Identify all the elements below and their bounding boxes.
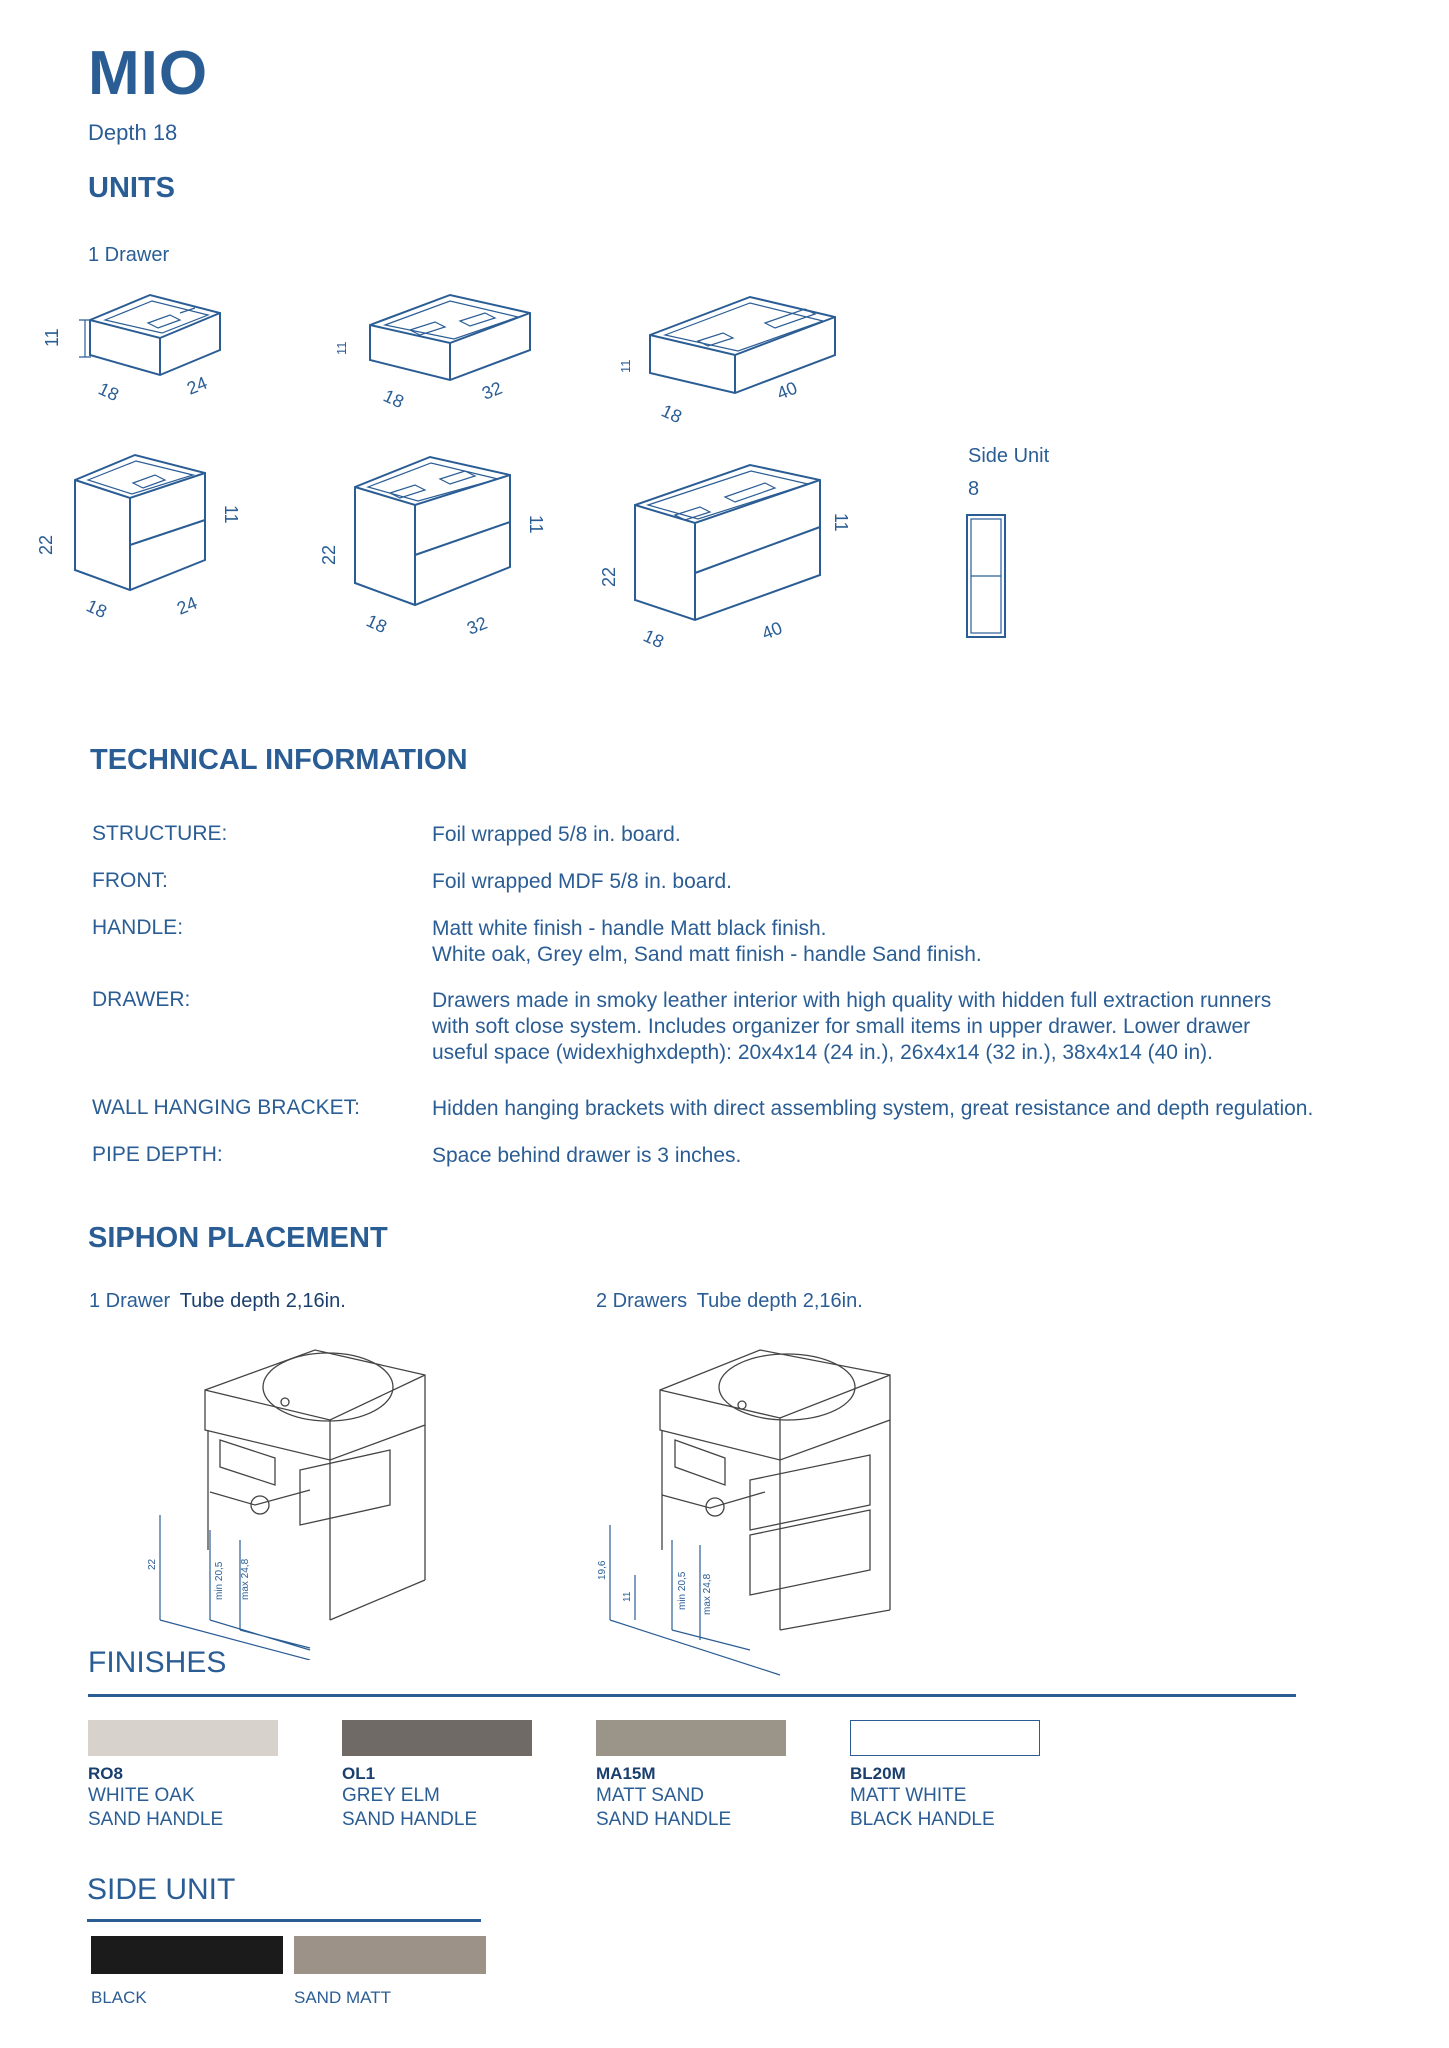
dim-drawer: 11 <box>831 513 851 532</box>
dim-height: 11 <box>334 341 349 355</box>
side-unit-width: 8 <box>968 478 980 500</box>
unit-1drawer-32 <box>334 295 530 412</box>
side-unit-finish: SAND MATT <box>294 1936 486 2010</box>
dim-height: 22 <box>36 534 56 555</box>
dim-height: 22 <box>599 566 619 587</box>
page-title: MIO <box>88 39 209 108</box>
finish-swatch <box>596 1720 786 1756</box>
side-unit-label: Side Unit <box>968 445 1050 467</box>
siphon-right-drawing <box>580 1330 910 1700</box>
finishes-divider <box>88 1694 1296 1697</box>
dim-drawer: 11 <box>526 515 546 534</box>
side-unit-swatch <box>91 1936 283 1974</box>
dim-depth: 18 <box>658 400 685 428</box>
dim-depth: 18 <box>95 378 122 406</box>
dim-width: 24 <box>174 592 201 619</box>
page-subtitle: Depth 18 <box>88 120 178 145</box>
dim-width: 32 <box>464 612 491 639</box>
tech-value-bracket: Hidden hanging brackets with direct assembling system, great resistance and depth regulation. <box>432 1097 1314 1120</box>
unit-1drawer-24 <box>42 295 220 405</box>
tech-value-handle: Matt white finish - handle Matt black finish. White oak, Grey elm, Sand matt finish - handle Sand finish. <box>432 917 982 966</box>
dim-max: max 24,8 <box>240 1558 251 1600</box>
tech-value-drawer: Drawers made in smoky leather interior with high quality with hidden full extraction runners with soft close system. Includes organizer for small items in upper drawer. Lower drawer useful space (widexhighxdepth): 20x4x14 (24 in.), 26x4x14 (32 in.), 38x4x14 (40 in). <box>432 989 1272 1064</box>
dim-width: 40 <box>774 377 801 404</box>
technical-heading: TECHNICAL INFORMATION <box>90 744 468 776</box>
dim-depth: 18 <box>83 595 110 623</box>
finish-item: OL1 GREY ELM SAND HANDLE <box>342 1720 532 1832</box>
dim-max: max 24,8 <box>702 1573 713 1615</box>
dim-width: 32 <box>479 377 506 404</box>
unit-1drawer-40 <box>618 297 835 427</box>
side-unit-divider <box>87 1919 481 1922</box>
dim-height: 22 <box>147 1558 158 1570</box>
siphon-left-label: 1 Drawer Tube depth 2,16in. <box>89 1290 346 1312</box>
tech-label-bracket: WALL HANGING BRACKET: <box>92 1096 360 1119</box>
tech-value-pipe-depth: Space behind drawer is 3 inches. <box>432 1144 742 1167</box>
tech-label-handle: HANDLE: <box>92 916 184 939</box>
siphon-right-label: 2 Drawers Tube depth 2,16in. <box>596 1290 863 1312</box>
dim-depth: 18 <box>363 610 390 638</box>
unit-2drawer-40 <box>599 465 851 652</box>
dim-drawer: 11 <box>221 505 241 524</box>
dim-min: min 20,5 <box>677 1571 688 1610</box>
finish-swatch <box>850 1720 1040 1756</box>
units-heading: UNITS <box>88 172 175 204</box>
unit-2drawer-24 <box>36 455 241 622</box>
siphon-left-drawing <box>130 1330 490 1660</box>
dim-width: 24 <box>184 372 211 399</box>
units-drawings <box>30 265 970 685</box>
dim-min: min 20,5 <box>214 1561 225 1600</box>
dim-drawer: 11 <box>622 1591 633 1602</box>
unit-2drawer-32 <box>319 457 546 639</box>
side-unit-swatch <box>294 1936 486 1974</box>
one-drawer-label: 1 Drawer <box>88 244 170 266</box>
side-unit-heading: SIDE UNIT <box>87 1873 236 1906</box>
tech-label-pipe-depth: PIPE DEPTH: <box>92 1143 223 1166</box>
dim-height: 11 <box>42 328 62 347</box>
dim-height: 22 <box>319 544 339 565</box>
dim-depth: 18 <box>380 385 407 413</box>
dim-height: 19,6 <box>597 1560 608 1580</box>
siphon-heading: SIPHON PLACEMENT <box>88 1222 388 1254</box>
tech-label-front: FRONT: <box>92 869 168 892</box>
tech-value-front: Foil wrapped MDF 5/8 in. board. <box>432 870 732 893</box>
finish-item: RO8 WHITE OAK SAND HANDLE <box>88 1720 278 1832</box>
side-unit-finish: BLACK <box>91 1936 283 2010</box>
finish-swatch <box>88 1720 278 1756</box>
dim-depth: 18 <box>640 625 667 653</box>
dim-width: 40 <box>759 617 786 644</box>
finish-item: MA15M MATT SAND SAND HANDLE <box>596 1720 786 1832</box>
finish-swatch <box>342 1720 532 1756</box>
finishes-heading: FINISHES <box>88 1646 227 1679</box>
finish-item: BL20M MATT WHITE BLACK HANDLE <box>850 1720 1040 1832</box>
tech-label-structure: STRUCTURE: <box>92 822 228 845</box>
side-unit-drawing <box>962 512 1012 642</box>
tech-label-drawer: DRAWER: <box>92 988 191 1011</box>
dim-height: 11 <box>618 359 633 373</box>
tech-value-structure: Foil wrapped 5/8 in. board. <box>432 823 681 846</box>
